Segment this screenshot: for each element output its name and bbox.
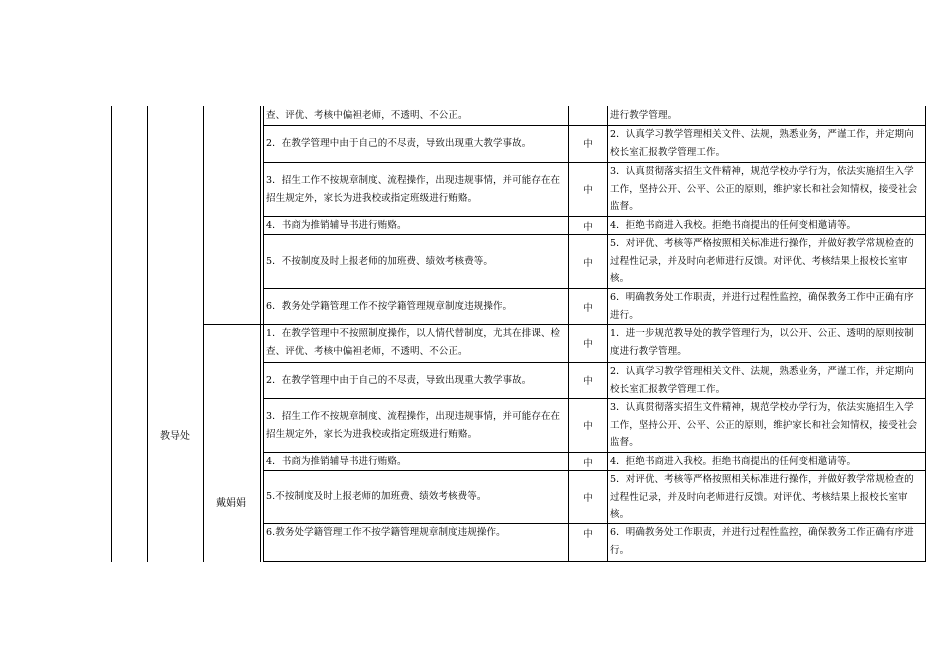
risk-level: 中 bbox=[583, 458, 593, 469]
measure-cell: 6．明确教务处工作职责，并进行过程性监控，确保教务工作中正确有序进行。 bbox=[610, 292, 914, 321]
risk-cell: 4．书商为推销辅导书进行贿赂。 bbox=[266, 456, 407, 467]
risk-level: 中 bbox=[583, 222, 593, 233]
table-border-right bbox=[925, 106, 926, 562]
risk-level: 中 bbox=[583, 493, 593, 504]
measure-cell: 4．拒绝书商进入我校。拒绝书商提出的任何变相邀请等。 bbox=[610, 456, 857, 467]
risk-cell: 6.教务处学籍管理工作不按学籍管理规章制度违规操作。 bbox=[266, 527, 506, 538]
risk-cell: 3．招生工作不按规章制度、流程操作，出现违规事情，并可能存在在招生规定外，家长为进我校或指定班级进行贿赂。 bbox=[266, 175, 561, 204]
risk-cell: 4．书商为推销辅导书进行贿赂。 bbox=[266, 220, 407, 231]
row-line bbox=[263, 561, 926, 562]
risk-level: 中 bbox=[583, 376, 593, 387]
table-border-left-4 bbox=[260, 106, 261, 562]
risk-level: 中 bbox=[583, 529, 593, 540]
table-border-left-1 bbox=[111, 106, 112, 562]
person-label: 戴娟娟 bbox=[216, 498, 246, 509]
risk-cell: 2．在教学管理中由于自己的不尽责，导致出现重大教学事故。 bbox=[266, 374, 532, 386]
measure-cell: 2．认真学习教学管理相关文件、法规，熟悉业务，严谨工作，并定期向校长室汇报教学管理工作。 bbox=[610, 366, 914, 395]
risk-level: 中 bbox=[583, 421, 593, 432]
risk-cell: 1．在教学管理中不按照制度操作，以人情代替制度，尤其在排课、检查、评优、考核中偏袒老师，不透明、不公正。 bbox=[266, 328, 561, 357]
risk-level: 中 bbox=[583, 303, 593, 314]
measure-cell: 3．认真贯彻落实招生文件精神，规范学校办学行为，依法实施招生入学工作，坚持公开、公平、公正的原则，维护家长和社会知情权，接受社会监督。 bbox=[610, 402, 918, 448]
measure-cell: 5．对评优、考核等严格按照相关标准进行操作，并做好教学常规检查的过程性记录，并及时向老师进行反馈。对评优、考核结果上报校长室审核。 bbox=[610, 474, 914, 520]
risk-level: 中 bbox=[583, 339, 593, 350]
measure-cell: 1．进一步规范教导处的教学管理行为，以公开、公正、透明的原则按制度进行教学管理。 bbox=[610, 328, 914, 357]
risk-level: 中 bbox=[583, 185, 593, 196]
risk-cell: 3．招生工作不按规章制度、流程操作，出现违规事情，并可能存在在招生规定外，家长为进我校或指定班级进行贿赂。 bbox=[266, 411, 561, 440]
risk-level: 中 bbox=[583, 139, 593, 150]
risk-cell: 查、评优、考核中偏袒老师，不透明、不公正。 bbox=[266, 110, 468, 121]
risk-cell: 2．在教学管理中由于自己的不尽责，导致出现重大教学事故。 bbox=[266, 138, 532, 150]
measure-cell: 4．拒绝书商进入我校。拒绝书商提出的任何变相邀请等。 bbox=[610, 220, 857, 231]
risk-cell: 5．不按制度及时上报老师的加班费、绩效考核费等。 bbox=[266, 255, 493, 267]
risk-level: 中 bbox=[583, 258, 593, 269]
table-border-left-3 bbox=[203, 106, 204, 562]
measure-cell: 3．认真贯彻落实招生文件精神，规范学校办学行为，依法实施招生入学工作，坚持公开、公平、公正的原则，维护家长和社会知情权，接受社会监督。 bbox=[610, 166, 918, 212]
table-border-left-2 bbox=[147, 106, 148, 562]
measure-cell: 6．明确教务处工作职责，并进行过程性监控，确保教务工作正确有序进行。 bbox=[610, 527, 914, 556]
risk-cell: 5.不按制度及时上报老师的加班费、绩效考核费等。 bbox=[266, 491, 487, 503]
measure-cell: 2．认真学习教学管理相关文件、法规，熟悉业务，严谨工作，并定期向校长室汇报教学管理工作。 bbox=[610, 129, 914, 158]
measure-cell: 进行教学管理。 bbox=[610, 110, 678, 121]
measure-cell: 5．对评优、考核等严格按照相关标准进行操作，并做好教学常规检查的过程性记录，并及时向老师进行反馈。对评优、考核结果上报校长室审核。 bbox=[610, 238, 914, 284]
risk-cell: 6．教务处学籍管理工作不按学籍管理规章制度违规操作。 bbox=[266, 300, 513, 312]
department-label: 教导处 bbox=[160, 431, 190, 442]
